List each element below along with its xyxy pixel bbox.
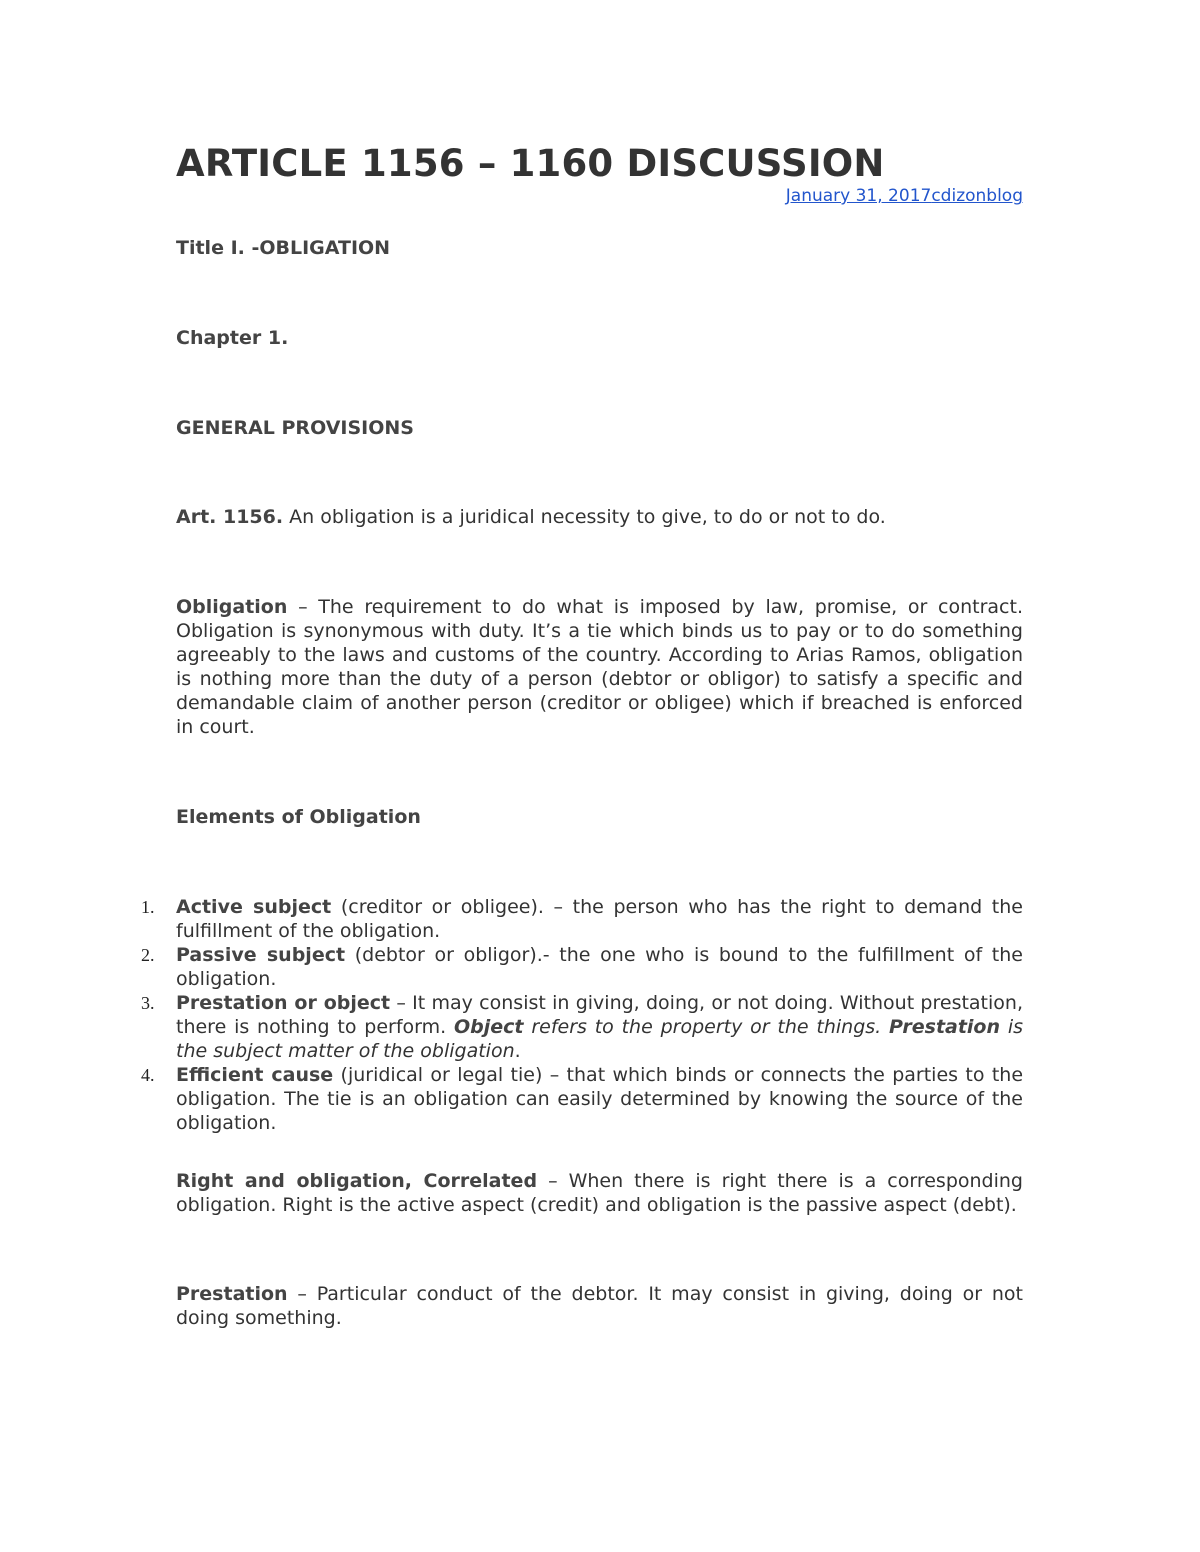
- art-1156-text: An obligation is a juridical necessity to give, to do or not to do.: [283, 506, 886, 528]
- author-link[interactable]: cdizonblog: [931, 186, 1023, 206]
- art-1156-label: Art. 1156.: [176, 506, 284, 528]
- prestation-def-term: Prestation: [176, 1283, 288, 1305]
- document-body: [141, 140, 1024, 1330]
- list-item: [141, 895, 1023, 943]
- list-number: 4.: [141, 1065, 155, 1085]
- right-obligation-term: Right and obligation, Correlated: [176, 1170, 538, 1192]
- title-heading: [176, 236, 1023, 260]
- element-term: Passive subject: [176, 944, 346, 966]
- elements-label: Elements of Obligation: [176, 806, 421, 828]
- object-term: Object: [454, 1016, 524, 1038]
- prestation-text: is the subject matter of the obligation: [176, 1016, 1024, 1062]
- right-obligation-paragraph: [176, 1169, 1023, 1217]
- chapter-heading: [176, 326, 1023, 350]
- chapter-label: Chapter 1.: [176, 327, 289, 349]
- object-text: refers to the property or the things.: [523, 1016, 890, 1038]
- obligation-text: – The requirement to do what is imposed by law, promise, or contract. Obligation is synonymous with duty. It’s a tie which binds us to pay or to do something agreeably to the laws and customs of the country. According to Arias Ramos, obligation is nothing more than the duty of a person (debtor or obligor) to satisfy a specific and demandable claim of another person (creditor or obligee) which if breached is enforced in court.: [176, 596, 1023, 738]
- element-term: Efficient cause: [176, 1064, 334, 1086]
- title-line: Title I. -OBLIGATION: [176, 237, 391, 259]
- element-text: (debtor or obligor).- the one who is bound to the fulfillment of the obligation.: [176, 944, 1023, 990]
- prestation-paragraph: [176, 1282, 1023, 1330]
- prestation-term: Prestation: [889, 1016, 1001, 1038]
- article-title: ARTICLE 1156 – 1160 DISCUSSION: [176, 142, 885, 185]
- obligation-term: Obligation: [176, 596, 288, 618]
- elements-list: [141, 895, 1024, 1135]
- prestation-def-text: – Particular conduct of the debtor. It may consist in giving, doing or not doing something.: [176, 1283, 1023, 1329]
- post-meta: [176, 186, 1023, 206]
- list-number: 3.: [141, 993, 155, 1013]
- section-heading: [176, 416, 1023, 440]
- elements-heading: [176, 805, 1023, 829]
- art-1156-paragraph: [176, 505, 1023, 529]
- date-link[interactable]: January 31, 2017: [785, 186, 932, 206]
- list-item: [141, 943, 1023, 991]
- section-label: GENERAL PROVISIONS: [176, 417, 414, 439]
- element-tail: .: [514, 1040, 521, 1062]
- list-item: [141, 1063, 1024, 1135]
- obligation-definition: [176, 595, 1023, 739]
- element-term: Active subject: [176, 896, 332, 918]
- element-text: (juridical or legal tie) – that which binds or connects the parties to the obligation. The tie is an obligation can easily determined by knowing the source of the obligation.: [176, 1064, 1024, 1134]
- list-number: 1.: [141, 897, 155, 917]
- right-obligation-text: – When there is right there is a corresponding obligation. Right is the active aspect (credit) and obligation is the passive aspect (debt).: [176, 1170, 1023, 1216]
- element-text: (creditor or obligee). – the person who has the right to demand the fulfillment of the obligation.: [176, 896, 1023, 942]
- element-term: Prestation or object: [176, 992, 391, 1014]
- list-item: [141, 991, 1024, 1063]
- element-text: – It may consist in giving, doing, or not doing. Without prestation, there is nothing to perform.: [176, 992, 1023, 1038]
- list-number: 2.: [141, 945, 155, 965]
